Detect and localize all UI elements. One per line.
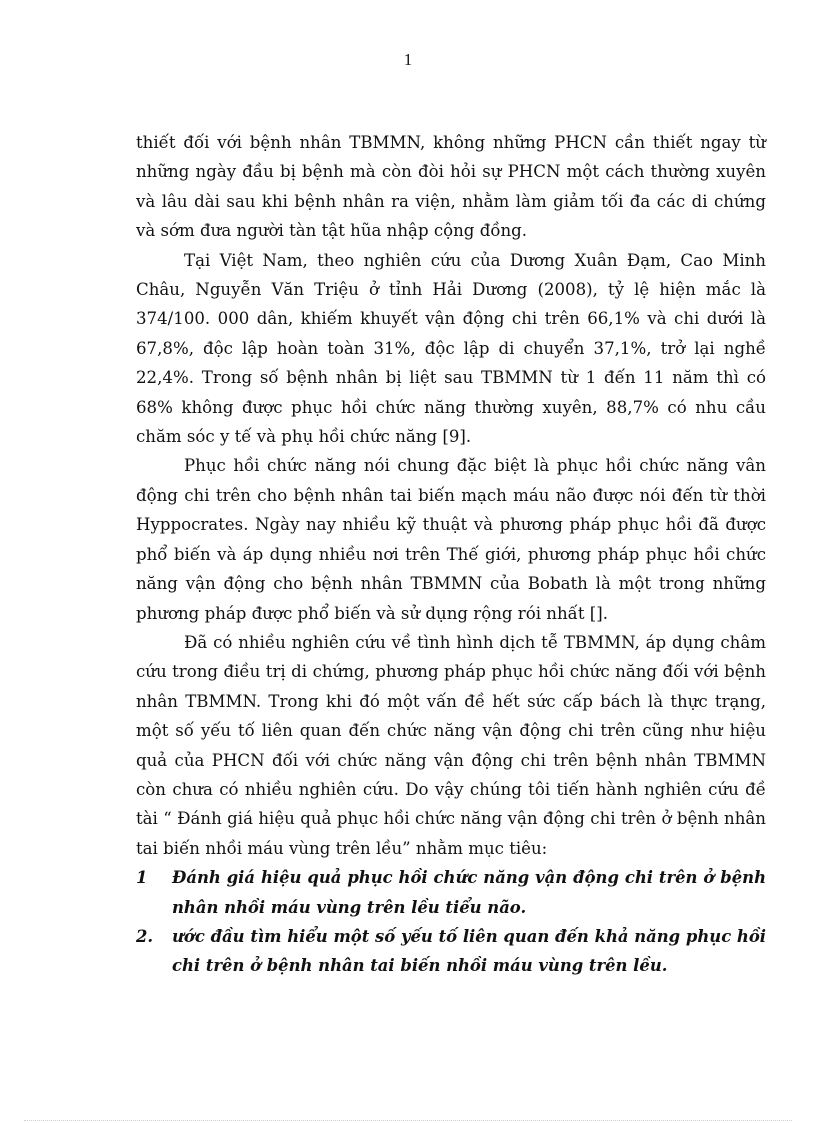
objectives-list [112, 863, 766, 981]
page-bottom-divider [24, 1120, 792, 1121]
objective-item [112, 863, 766, 922]
objectives-list-wrapper [112, 863, 766, 981]
objective-number: 2. [136, 926, 154, 946]
page-number: 1 [403, 50, 413, 69]
objective-text: Đánh giá hiệu quả phục hồi chức năng vận động chi trên ở bệnh nhân nhồi máu vùng trên lều tiểu não. [172, 868, 766, 917]
document-body [136, 128, 766, 981]
objective-number: 1 [136, 868, 148, 888]
objective-text: ước đầu tìm hiểu một số yếu tố liên quan đến khả năng phục hồi chi trên ở bệnh nhân tai biến nhồi máu vùng trên lều. [172, 926, 766, 976]
paragraph-research-rationale: Đã có nhiều nghiên cứu về tình hình dịch tễ TBMMN, áp dụng châm cứu trong điều trị di chứng, phương pháp phục hồi chức năng đối với bệnh nhân TBMMN. Trong khi đó một vấn đề hết sức cấp bách là thực trạng, một số yếu tố liên quan đến chức năng vận động chi trên cũng như hiệu quả của PHCN đối với chức năng vận động chi trên bệnh nhân TBMMN còn chưa có nhiều nghiên cứu. Do vậy chúng tôi tiến hành nghiên cứu đề tài “ Đánh giá hiệu quả phục hồi chức năng vận động chi trên ở bệnh nhân tai biến nhồi máu vùng trên lều” nhằm mục tiêu: [136, 632, 766, 858]
objective-item [112, 922, 766, 981]
paragraph-rehabilitation-history: Phục hồi chức năng nói chung đặc biệt là phục hồi chức năng vân động chi trên cho bệnh nhân tai biến mạch máu não được nói đến từ thời Hyppocrates. Ngày nay nhiều kỹ thuật và phương pháp phục hồi đã được phổ biến và áp dụng nhiều nơi trên Thế giới, phương pháp phục hồi chức năng vận động cho bệnh nhân TBMMN của Bobath là một trong những phương pháp được phổ biến và sử dụng rộng rói nhất []. [136, 456, 766, 623]
paragraph-vietnam-statistics: Tại Việt Nam, theo nghiên cứu của Dương Xuân Đạm, Cao Minh Châu, Nguyễn Văn Triệu ở tỉnh Hải Dương (2008), tỷ lệ hiện mắc là 374/100. 000 dân, khiếm khuyết vận động chi trên 66,1% và chi dưới là 67,8%, độc lập hoàn toàn 31%, độc lập di chuyển 37,1%, trở lại nghề 22,4%. Trong số bệnh nhân bị liệt sau TBMMN từ 1 đến 11 năm thì có 68% không được phục hồi chức năng thường xuyên, 88,7% có nhu cầu chăm sóc y tế và phụ hồi chức năng [9]. [136, 250, 766, 447]
paragraph-continuation: thiết đối với bệnh nhân TBMMN, không những PHCN cần thiết ngay từ những ngày đầu bị bệnh mà còn đòi hỏi sự PHCN một cách thường xuyên và lâu dài sau khi bệnh nhân ra viện, nhằm làm giảm tối đa các di chứng và sớm đưa người tàn tật hũa nhập cộng đồng. [136, 133, 766, 241]
